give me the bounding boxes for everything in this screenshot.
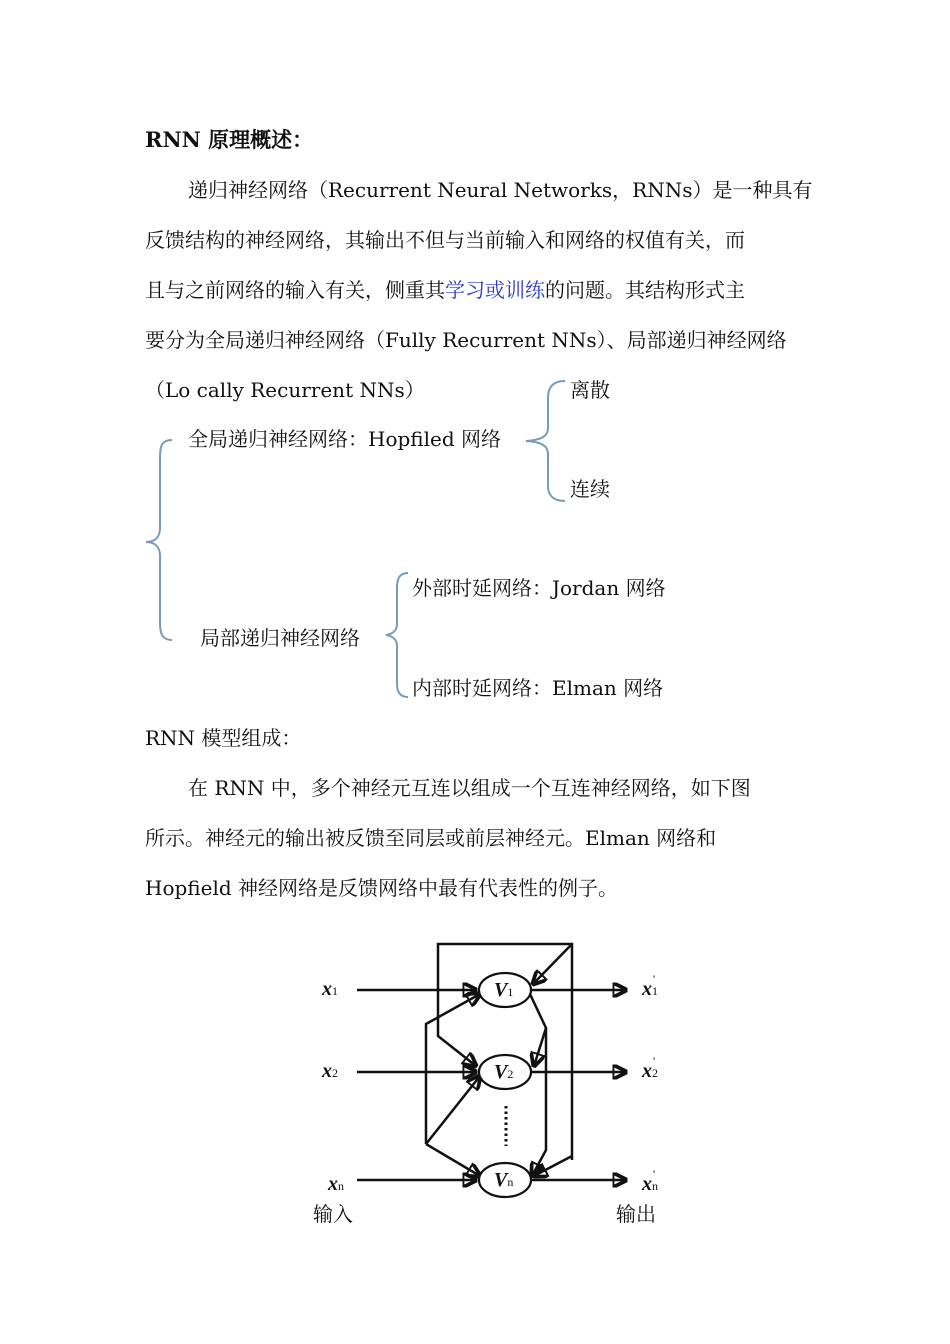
feedback-top-to-v1 xyxy=(533,944,572,984)
tree-local-recurrent: 局部递归神经网络 xyxy=(200,626,360,650)
paragraph-line-5: （Lo cally Recurrent NNs） xyxy=(145,378,425,402)
output-caption: 输出 xyxy=(616,1202,656,1226)
tree-continuous: 连续 xyxy=(570,477,610,501)
tree-global-recurrent: 全局递归神经网络：Hopfiled 网络 xyxy=(188,427,502,451)
input-label-1: x1 xyxy=(322,978,338,1000)
feedback-left-to-v2 xyxy=(426,1076,480,1144)
output-label-2: x2' xyxy=(642,1054,658,1082)
section-title-model: RNN 模型组成： xyxy=(145,726,302,750)
neuron-label-v2: V2 xyxy=(494,1061,514,1083)
paragraph-line-3-pre: 且与之前网络的输入有关，侧重其 xyxy=(145,278,445,302)
tree-discrete: 离散 xyxy=(570,378,610,402)
input-label-n: xn xyxy=(328,1173,344,1195)
output-label-1: x1' xyxy=(642,972,658,1000)
paragraph-line-2: 反馈结构的神经网络，其输出不但与当前输入和网络的权值有关，而 xyxy=(145,228,745,252)
feedback-right-v1-v2 xyxy=(530,994,546,1066)
tree-external-delay: 外部时延网络：Jordan 网络 xyxy=(412,576,666,600)
neuron-label-vn: Vn xyxy=(494,1169,514,1191)
model-paragraph-line-2: 所示。神经元的输出被反馈至同层或前层神经元。Elman 网络和 xyxy=(145,826,717,850)
model-paragraph-line-3: Hopfield 神经网络是反馈网络中最有代表性的例子。 xyxy=(145,876,619,900)
paragraph-line-3-post: 的问题。其结构形式主 xyxy=(545,278,745,302)
feedback-left-to-v1 xyxy=(426,994,480,1144)
output-label-n: xn' xyxy=(642,1167,658,1195)
paragraph-line-4: 要分为全局递归神经网络（Fully Recurrent NNs）、局部递归神经网络 xyxy=(145,328,787,352)
feedback-right-bottom xyxy=(534,1156,572,1176)
input-label-2: x2 xyxy=(322,1060,338,1082)
paragraph-line-1: 递归神经网络（Recurrent Neural Networks，RNNs）是一种具有 xyxy=(188,178,813,202)
learning-training-link[interactable]: 学习或训练 xyxy=(445,278,545,302)
model-paragraph-line-1: 在 RNN 中，多个神经元互连以组成一个互连神经网络，如下图 xyxy=(188,776,751,800)
feedback-left-to-vn xyxy=(426,1144,480,1176)
neuron-label-v1: V1 xyxy=(494,979,514,1001)
section-title-principle: RNN 原理概述： xyxy=(145,127,314,152)
tree-internal-delay: 内部时延网络：Elman 网络 xyxy=(412,676,664,700)
input-caption: 输入 xyxy=(313,1202,353,1226)
